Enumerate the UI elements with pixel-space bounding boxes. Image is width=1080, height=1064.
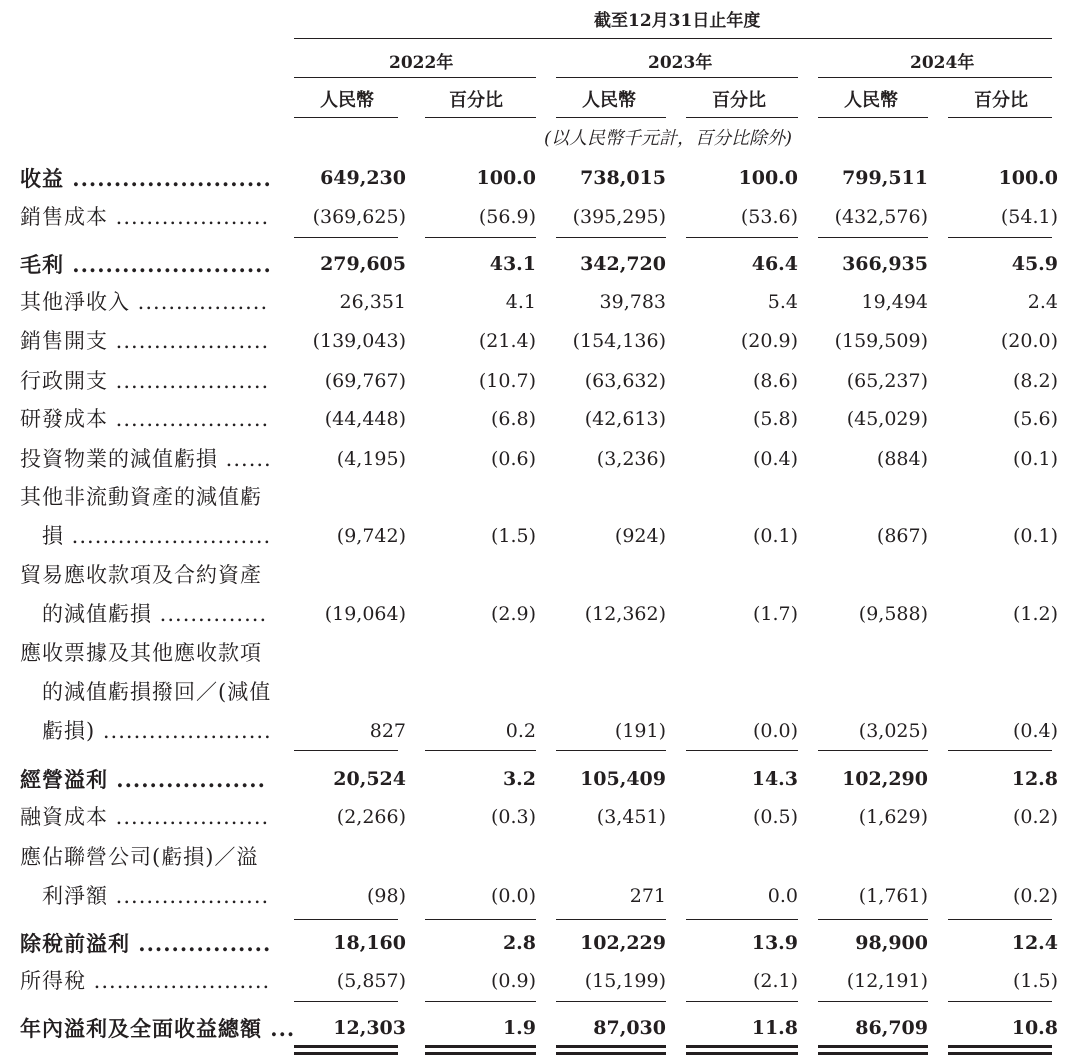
value-cell: 11.8 bbox=[751, 1017, 798, 1039]
value-cell: (6.8) bbox=[490, 408, 536, 430]
total-double-rule bbox=[686, 1045, 798, 1048]
value-cell: (0.0) bbox=[490, 885, 536, 907]
value-cell: (98) bbox=[366, 885, 406, 907]
value-cell: 279,605 bbox=[320, 253, 406, 275]
value-cell: (2,266) bbox=[336, 806, 406, 828]
row-label bbox=[20, 409, 269, 430]
subtotal-rule bbox=[294, 750, 398, 751]
value-cell: (9,588) bbox=[858, 603, 928, 625]
row-label bbox=[20, 371, 269, 392]
value-cell: (20.0) bbox=[1000, 330, 1058, 352]
subheader-rmb-2022: 人民幣 bbox=[320, 90, 374, 111]
value-cell: (1,629) bbox=[858, 806, 928, 828]
subtotal-rule bbox=[818, 237, 928, 238]
value-cell: 3.2 bbox=[502, 768, 536, 790]
value-cell: 102,290 bbox=[842, 768, 928, 790]
subheader-underline-4 bbox=[686, 117, 798, 118]
row-label-text: 融資成本 bbox=[20, 805, 108, 829]
total-double-rule bbox=[425, 1052, 536, 1055]
row-label bbox=[42, 682, 271, 703]
value-cell: (54.1) bbox=[1000, 206, 1058, 228]
subtotal-rule bbox=[818, 750, 928, 751]
row-label-text: 應收票據及其他應收款項 bbox=[20, 641, 262, 665]
value-cell: 26,351 bbox=[339, 291, 406, 313]
row-label-text: 收益 bbox=[20, 166, 64, 191]
row-label-text: 除稅前溢利 bbox=[20, 931, 130, 956]
value-cell: (0.1) bbox=[1012, 525, 1058, 547]
value-cell: (0.1) bbox=[1012, 448, 1058, 470]
value-cell: (42,613) bbox=[584, 408, 666, 430]
value-cell: (2.9) bbox=[490, 603, 536, 625]
total-double-rule bbox=[425, 1045, 536, 1048]
value-cell: (56.9) bbox=[478, 206, 536, 228]
value-cell: 87,030 bbox=[593, 1017, 666, 1039]
row-label bbox=[20, 292, 268, 313]
value-cell: 649,230 bbox=[320, 167, 406, 189]
subtotal-rule bbox=[948, 750, 1052, 751]
value-cell: (53.6) bbox=[740, 206, 798, 228]
subtotal-rule bbox=[556, 750, 666, 751]
value-cell: (2.1) bbox=[752, 970, 798, 992]
value-cell: 1.9 bbox=[502, 1017, 536, 1039]
subtotal-rule bbox=[948, 1001, 1052, 1002]
row-label bbox=[20, 168, 272, 189]
subheader-underline-6 bbox=[948, 117, 1052, 118]
period-underline bbox=[294, 38, 1052, 39]
row-label-text: 投資物業的減值虧損 bbox=[20, 447, 218, 471]
leader-dots: .................... bbox=[108, 884, 270, 908]
value-cell: 100.0 bbox=[738, 167, 798, 189]
subtotal-rule bbox=[948, 919, 1052, 920]
row-label-text: 的減值虧損 bbox=[42, 602, 152, 626]
value-cell: 13.9 bbox=[751, 932, 798, 954]
subtotal-rule bbox=[818, 919, 928, 920]
leader-dots: .......................... bbox=[64, 524, 272, 548]
row-label-text: 銷售成本 bbox=[20, 205, 108, 229]
subtotal-rule bbox=[425, 237, 536, 238]
row-label-text: 研發成本 bbox=[20, 407, 108, 431]
subtotal-rule bbox=[948, 237, 1052, 238]
value-cell: 271 bbox=[629, 885, 666, 907]
value-cell: (5.6) bbox=[1012, 408, 1058, 430]
leader-dots: .................... bbox=[108, 369, 270, 393]
subheader-rmb-2023: 人民幣 bbox=[582, 90, 636, 111]
value-cell: (10.7) bbox=[478, 370, 536, 392]
total-double-rule bbox=[294, 1045, 398, 1048]
value-cell: (45,029) bbox=[846, 408, 928, 430]
value-cell: (20.9) bbox=[740, 330, 798, 352]
value-cell: (0.2) bbox=[1012, 806, 1058, 828]
row-label bbox=[20, 933, 271, 954]
value-cell: (432,576) bbox=[834, 206, 928, 228]
leader-dots: ...... bbox=[218, 447, 272, 471]
row-label-text: 貿易應收款項及合約資產 bbox=[20, 563, 262, 587]
value-cell: 19,494 bbox=[861, 291, 928, 313]
row-label-text: 的減值虧損撥回／(減值 bbox=[42, 680, 272, 704]
year-header-2024: 2024年 bbox=[910, 53, 975, 73]
value-cell: 45.9 bbox=[1011, 253, 1058, 275]
value-cell: 98,900 bbox=[855, 932, 928, 954]
value-cell: 10.8 bbox=[1011, 1017, 1058, 1039]
value-cell: 39,783 bbox=[599, 291, 666, 313]
row-label bbox=[20, 565, 262, 586]
value-cell: (191) bbox=[614, 720, 666, 742]
row-label-text: 利淨額 bbox=[42, 884, 108, 908]
value-cell: (159,509) bbox=[834, 330, 928, 352]
row-label bbox=[20, 254, 272, 275]
row-label bbox=[20, 643, 262, 664]
value-cell: (395,295) bbox=[572, 206, 666, 228]
value-cell: 799,511 bbox=[842, 167, 928, 189]
row-label-text: 應佔聯營公司(虧損)／溢 bbox=[20, 845, 259, 869]
value-cell: (15,199) bbox=[584, 970, 666, 992]
row-label bbox=[20, 207, 269, 228]
period-header: 截至12月31日止年度 bbox=[594, 11, 761, 31]
row-label bbox=[42, 604, 267, 625]
row-label bbox=[42, 721, 272, 742]
value-cell: 738,015 bbox=[580, 167, 666, 189]
value-cell: (5,857) bbox=[336, 970, 406, 992]
value-cell: 20,524 bbox=[333, 768, 406, 790]
leader-dots: ...................... bbox=[95, 719, 272, 743]
value-cell: (12,362) bbox=[584, 603, 666, 625]
value-cell: 12.4 bbox=[1011, 932, 1058, 954]
row-label-text: 虧損) bbox=[42, 719, 96, 743]
total-double-rule bbox=[818, 1052, 928, 1055]
value-cell: (0.2) bbox=[1012, 885, 1058, 907]
row-label-text: 年內溢利及全面收益總額 bbox=[20, 1016, 262, 1041]
leader-dots: ........................ bbox=[64, 166, 272, 191]
unit-note: (以人民幣千元計，百分比除外) bbox=[544, 128, 793, 149]
value-cell: (1,761) bbox=[858, 885, 928, 907]
row-label bbox=[42, 886, 269, 907]
value-cell: (0.3) bbox=[490, 806, 536, 828]
value-cell: (1.7) bbox=[752, 603, 798, 625]
subtotal-rule bbox=[294, 1001, 398, 1002]
value-cell: (19,064) bbox=[324, 603, 406, 625]
row-label bbox=[42, 526, 271, 547]
total-double-rule bbox=[294, 1052, 398, 1055]
value-cell: (21.4) bbox=[478, 330, 536, 352]
leader-dots: ................. bbox=[130, 290, 269, 314]
row-label-text: 其他淨收入 bbox=[20, 290, 130, 314]
value-cell: 12,303 bbox=[333, 1017, 406, 1039]
leader-dots: .................... bbox=[108, 205, 270, 229]
subtotal-rule bbox=[294, 919, 398, 920]
row-label-text: 毛利 bbox=[20, 252, 64, 277]
value-cell: (0.9) bbox=[490, 970, 536, 992]
subheader-pct-2022: 百分比 bbox=[449, 90, 503, 111]
value-cell: 366,935 bbox=[842, 253, 928, 275]
year-underline-2024 bbox=[818, 77, 1052, 78]
subheader-underline-5 bbox=[818, 117, 928, 118]
total-double-rule bbox=[556, 1052, 666, 1055]
value-cell: 2.8 bbox=[502, 932, 536, 954]
value-cell: (69,767) bbox=[324, 370, 406, 392]
value-cell: (0.5) bbox=[752, 806, 798, 828]
subheader-pct-2024: 百分比 bbox=[974, 90, 1028, 111]
row-label bbox=[20, 847, 258, 868]
value-cell: (0.0) bbox=[752, 720, 798, 742]
row-label bbox=[20, 449, 272, 470]
value-cell: 18,160 bbox=[333, 932, 406, 954]
leader-dots: .................... bbox=[108, 805, 270, 829]
value-cell: (139,043) bbox=[312, 330, 406, 352]
value-cell: (0.1) bbox=[752, 525, 798, 547]
leader-dots: .................. bbox=[108, 767, 266, 792]
value-cell: 4.1 bbox=[505, 291, 536, 313]
value-cell: (0.4) bbox=[1012, 720, 1058, 742]
subtotal-rule bbox=[425, 1001, 536, 1002]
value-cell: (924) bbox=[614, 525, 666, 547]
value-cell: (0.6) bbox=[490, 448, 536, 470]
subheader-pct-2023: 百分比 bbox=[712, 90, 766, 111]
row-label bbox=[20, 1018, 295, 1039]
value-cell: 827 bbox=[369, 720, 406, 742]
value-cell: 105,409 bbox=[580, 768, 666, 790]
value-cell: (3,025) bbox=[858, 720, 928, 742]
subheader-underline-3 bbox=[556, 117, 666, 118]
row-label bbox=[20, 487, 262, 508]
total-double-rule bbox=[948, 1052, 1052, 1055]
subtotal-rule bbox=[556, 919, 666, 920]
row-label bbox=[20, 971, 270, 992]
value-cell: 12.8 bbox=[1011, 768, 1058, 790]
subheader-rmb-2024: 人民幣 bbox=[844, 90, 898, 111]
value-cell: (63,632) bbox=[584, 370, 666, 392]
row-label bbox=[20, 331, 269, 352]
value-cell: 342,720 bbox=[580, 253, 666, 275]
total-double-rule bbox=[556, 1045, 666, 1048]
row-label-text: 損 bbox=[42, 524, 64, 548]
leader-dots: ........................ bbox=[64, 252, 272, 277]
row-label bbox=[20, 769, 266, 790]
value-cell: (4,195) bbox=[336, 448, 406, 470]
subtotal-rule bbox=[425, 750, 536, 751]
leader-dots: .............. bbox=[152, 602, 268, 626]
leader-dots: ................ bbox=[130, 931, 272, 956]
subtotal-rule bbox=[686, 237, 798, 238]
row-label-text: 所得稅 bbox=[20, 969, 86, 993]
subtotal-rule bbox=[686, 750, 798, 751]
value-cell: (1.5) bbox=[1012, 970, 1058, 992]
total-double-rule bbox=[948, 1045, 1052, 1048]
year-header-2023: 2023年 bbox=[648, 53, 713, 73]
year-underline-2023 bbox=[556, 77, 798, 78]
value-cell: 86,709 bbox=[855, 1017, 928, 1039]
subtotal-rule bbox=[556, 1001, 666, 1002]
value-cell: (5.8) bbox=[752, 408, 798, 430]
subtotal-rule bbox=[686, 919, 798, 920]
value-cell: (9,742) bbox=[336, 525, 406, 547]
row-label-text: 行政開支 bbox=[20, 369, 108, 393]
leader-dots: .................... bbox=[108, 329, 270, 353]
value-cell: (8.2) bbox=[1012, 370, 1058, 392]
leader-dots: ... bbox=[262, 1016, 296, 1041]
subheader-underline-2 bbox=[425, 117, 536, 118]
value-cell: 46.4 bbox=[751, 253, 798, 275]
row-label bbox=[20, 807, 269, 828]
value-cell: (65,237) bbox=[846, 370, 928, 392]
leader-dots: ....................... bbox=[86, 969, 271, 993]
value-cell: (154,136) bbox=[572, 330, 666, 352]
subtotal-rule bbox=[686, 1001, 798, 1002]
value-cell: 0.2 bbox=[505, 720, 536, 742]
value-cell: (369,625) bbox=[312, 206, 406, 228]
value-cell: (1.5) bbox=[490, 525, 536, 547]
value-cell: 100.0 bbox=[998, 167, 1058, 189]
value-cell: (884) bbox=[876, 448, 928, 470]
value-cell: (3,236) bbox=[596, 448, 666, 470]
row-label-text: 銷售開支 bbox=[20, 329, 108, 353]
subtotal-rule bbox=[556, 237, 666, 238]
row-label-text: 其他非流動資產的減值虧 bbox=[20, 485, 262, 509]
value-cell: 100.0 bbox=[476, 167, 536, 189]
value-cell: (1.2) bbox=[1012, 603, 1058, 625]
subtotal-rule bbox=[425, 919, 536, 920]
total-double-rule bbox=[686, 1052, 798, 1055]
year-underline-2022 bbox=[294, 77, 536, 78]
value-cell: 14.3 bbox=[751, 768, 798, 790]
subheader-underline-1 bbox=[294, 117, 398, 118]
value-cell: 5.4 bbox=[767, 291, 798, 313]
value-cell: (0.4) bbox=[752, 448, 798, 470]
value-cell: (867) bbox=[876, 525, 928, 547]
value-cell: 43.1 bbox=[489, 253, 536, 275]
value-cell: (3,451) bbox=[596, 806, 666, 828]
value-cell: 0.0 bbox=[767, 885, 798, 907]
row-label-text: 經營溢利 bbox=[20, 767, 108, 792]
value-cell: (12,191) bbox=[846, 970, 928, 992]
subtotal-rule bbox=[818, 1001, 928, 1002]
value-cell: 2.4 bbox=[1027, 291, 1058, 313]
value-cell: (8.6) bbox=[752, 370, 798, 392]
total-double-rule bbox=[818, 1045, 928, 1048]
value-cell: 102,229 bbox=[580, 932, 666, 954]
subtotal-rule bbox=[294, 237, 398, 238]
leader-dots: .................... bbox=[108, 407, 270, 431]
year-header-2022: 2022年 bbox=[389, 53, 454, 73]
value-cell: (44,448) bbox=[324, 408, 406, 430]
